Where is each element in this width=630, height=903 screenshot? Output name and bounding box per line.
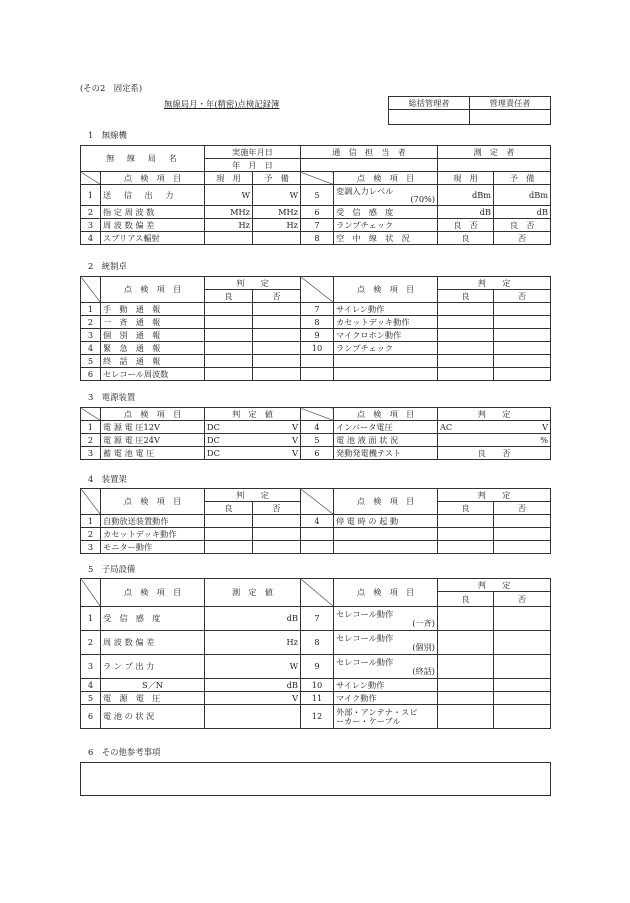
- item-label: 指 定 周 波 数: [101, 206, 205, 219]
- row-number: 8: [301, 232, 334, 245]
- check-cell[interactable]: [494, 541, 551, 554]
- check-cell[interactable]: [494, 355, 551, 368]
- col-item-header: 点 検 項 目: [101, 579, 205, 607]
- row-number: 5: [81, 355, 101, 368]
- check-cell[interactable]: [205, 541, 253, 554]
- check-cell[interactable]: [205, 342, 253, 355]
- col-bad-header: 否: [253, 290, 301, 303]
- col-item-header: 点 検 項 目: [101, 408, 205, 421]
- col-item-header: 点 検 項 目: [334, 489, 438, 515]
- item-label: 変調入力レベル (70%): [334, 185, 438, 206]
- col-spare-header: 予 備: [253, 172, 301, 185]
- item-label: セレコール動作 (一斉): [334, 607, 438, 631]
- item-label: モニター動作: [101, 541, 205, 554]
- form-title: 無線局月・年(精密)点検記録簿: [164, 99, 280, 109]
- item-label: 蓄 電 池 電 圧: [101, 447, 205, 460]
- value-cell[interactable]: V: [205, 692, 301, 705]
- value-cell[interactable]: 良: [438, 232, 494, 245]
- value-cell[interactable]: 良 否: [438, 447, 551, 460]
- measurer-label: 測 定 者: [438, 146, 551, 159]
- diagonal-cell: [81, 277, 101, 303]
- item-label: セレコール周波数: [101, 368, 205, 381]
- diagonal-cell: [81, 408, 101, 421]
- row-number: 4: [81, 232, 101, 245]
- item-label: [334, 368, 438, 381]
- diagonal-cell: [81, 579, 101, 607]
- item-label: 電 源 電 圧24V: [101, 434, 205, 447]
- col-bad-header: 否: [494, 502, 551, 515]
- col-value-header: 判 定 値: [205, 408, 301, 421]
- section-6-heading: 6 その他参考事項: [88, 747, 161, 757]
- table-row: [81, 434, 551, 447]
- check-cell[interactable]: [494, 515, 551, 528]
- col-judge-header: 判 定: [205, 489, 301, 502]
- section-2-heading: 2 統制卓: [88, 261, 127, 271]
- col-item-header: 点 検 項 目: [334, 408, 438, 421]
- check-cell[interactable]: [253, 303, 301, 316]
- row-number: 3: [81, 447, 101, 460]
- table-row: [81, 421, 551, 434]
- check-cell[interactable]: [438, 607, 494, 631]
- item-label: インバータ電圧: [334, 421, 438, 434]
- value-cell[interactable]: [205, 232, 253, 245]
- comm-operator-label: 通 信 担 当 者: [301, 146, 438, 159]
- row-number: [301, 528, 334, 541]
- table-row: [81, 206, 551, 219]
- row-number: 2: [81, 528, 101, 541]
- row-number: [301, 355, 334, 368]
- value-cell[interactable]: 良 否: [494, 219, 551, 232]
- col-current-header: 現 用: [438, 172, 494, 185]
- value-cell[interactable]: W: [205, 655, 301, 679]
- row-number: 12: [301, 705, 334, 729]
- row-number: 4: [301, 515, 334, 528]
- col-judge-header: 判 定: [205, 277, 301, 290]
- check-cell[interactable]: [205, 303, 253, 316]
- col-item-header: 点 検 項 目: [101, 172, 205, 185]
- value-cell[interactable]: dB: [494, 206, 551, 219]
- sub-station-table: [80, 578, 551, 729]
- check-cell[interactable]: [438, 368, 494, 381]
- radio-equipment-table: [80, 145, 551, 245]
- check-cell[interactable]: [253, 368, 301, 381]
- item-label: S／N: [101, 679, 205, 692]
- section-5-heading: 5 子局設備: [88, 564, 136, 574]
- col-good-header: 良: [438, 290, 494, 303]
- row-number: 6: [81, 705, 101, 729]
- table-row: [81, 342, 551, 355]
- row-number: 10: [301, 679, 334, 692]
- col-bad-header: 否: [253, 502, 301, 515]
- responsible-manager-cell[interactable]: [470, 110, 551, 125]
- check-cell[interactable]: [438, 541, 494, 554]
- row-number: 3: [81, 655, 101, 679]
- row-number: [301, 368, 334, 381]
- check-cell[interactable]: [205, 515, 253, 528]
- row-number: 3: [81, 541, 101, 554]
- row-number: 4: [81, 679, 101, 692]
- item-label: 周 波 数 偏 差: [101, 219, 205, 232]
- col-good-header: 良: [438, 502, 494, 515]
- item-label: 空 中 線 状 況: [334, 232, 438, 245]
- col-item-header: 点 検 項 目: [101, 277, 205, 303]
- value-cell[interactable]: dBm: [438, 185, 494, 206]
- check-cell[interactable]: [494, 705, 551, 729]
- item-label: 電 池 の 状 況: [101, 705, 205, 729]
- item-label: [334, 541, 438, 554]
- table-row: [81, 607, 551, 631]
- col-judge-header: 判 定: [438, 489, 551, 502]
- item-label: サイレン動作: [334, 303, 438, 316]
- table-row: [81, 185, 551, 206]
- col-good-header: 良: [438, 592, 494, 607]
- table-row: [81, 329, 551, 342]
- item-label: 発動発電機テスト: [334, 447, 438, 460]
- check-cell[interactable]: [494, 316, 551, 329]
- row-number: 5: [301, 434, 334, 447]
- row-number: 9: [301, 655, 334, 679]
- check-cell[interactable]: [438, 692, 494, 705]
- col-item-header: 点 検 項 目: [334, 172, 438, 185]
- item-label: 受 信 感 度: [334, 206, 438, 219]
- check-cell[interactable]: [438, 329, 494, 342]
- row-number: 2: [81, 631, 101, 655]
- date-field[interactable]: 年 月 日: [205, 159, 301, 172]
- item-label: 一 斉 通 報: [101, 316, 205, 329]
- check-cell[interactable]: [253, 515, 301, 528]
- control-console-table: [80, 276, 551, 381]
- item-label: マイク動作: [334, 692, 438, 705]
- value-cell[interactable]: [253, 232, 301, 245]
- row-number: 6: [301, 206, 334, 219]
- col-spare-header: 予 備: [494, 172, 551, 185]
- value-cell[interactable]: 否: [494, 232, 551, 245]
- value-cell[interactable]: Hz: [253, 219, 301, 232]
- general-manager-label: 総括管理者: [389, 97, 470, 110]
- value-cell[interactable]: Hz: [205, 631, 301, 655]
- check-cell[interactable]: [438, 355, 494, 368]
- check-cell[interactable]: [253, 316, 301, 329]
- col-value-header: 測 定 値: [205, 579, 301, 607]
- row-number: 4: [301, 421, 334, 434]
- general-manager-cell[interactable]: [389, 110, 470, 125]
- form-subtitle: (その2 固定系): [80, 83, 143, 93]
- col-item-header: 点 検 項 目: [101, 489, 205, 515]
- value-cell[interactable]: W: [253, 185, 301, 206]
- row-number: 3: [81, 329, 101, 342]
- check-cell[interactable]: [494, 303, 551, 316]
- diagonal-cell: [81, 172, 101, 185]
- item-label: カセットデッキ動作: [334, 316, 438, 329]
- value-cell[interactable]: dB: [438, 206, 494, 219]
- check-cell[interactable]: [494, 692, 551, 705]
- row-number: 3: [81, 219, 101, 232]
- col-judge-header: 判 定: [438, 277, 551, 290]
- table-row: [81, 219, 551, 232]
- item-label: 停 電 時 の 起 動: [334, 515, 438, 528]
- check-cell[interactable]: [494, 607, 551, 631]
- manager-signature-table: [388, 96, 551, 125]
- row-number: 1: [81, 607, 101, 631]
- table-row: [81, 528, 551, 541]
- row-number: 2: [81, 316, 101, 329]
- item-label: 電 源 電 圧12V: [101, 421, 205, 434]
- table-row: [81, 368, 551, 381]
- impl-date-label: 実施年月日: [205, 146, 301, 159]
- check-cell[interactable]: [253, 342, 301, 355]
- table-row: [81, 447, 551, 460]
- item-label: ランプチェック: [334, 219, 438, 232]
- check-cell[interactable]: [438, 705, 494, 729]
- row-number: 8: [301, 316, 334, 329]
- value-cell[interactable]: V: [253, 421, 301, 434]
- check-cell[interactable]: [494, 631, 551, 655]
- col-item-header: 点 検 項 目: [334, 277, 438, 303]
- diagonal-cell: [301, 579, 334, 607]
- item-label: 個 別 通 報: [101, 329, 205, 342]
- col-judge-header: 判 定: [438, 408, 551, 421]
- check-cell[interactable]: [205, 316, 253, 329]
- item-label: 受 信 感 度: [101, 607, 205, 631]
- check-cell[interactable]: [438, 342, 494, 355]
- row-number: 2: [81, 206, 101, 219]
- item-label: 手 動 通 報: [101, 303, 205, 316]
- value-cell[interactable]: dBm: [494, 185, 551, 206]
- row-number: 5: [301, 185, 334, 206]
- item-label: セレコール動作 (終話): [334, 655, 438, 679]
- comm-operator-field[interactable]: [301, 159, 438, 172]
- check-cell[interactable]: [205, 368, 253, 381]
- item-label: スプリアス輻射: [101, 232, 205, 245]
- item-label: 送 信 出 力: [101, 185, 205, 206]
- table-row: [81, 355, 551, 368]
- check-cell[interactable]: [494, 329, 551, 342]
- row-number: 10: [301, 342, 334, 355]
- value-cell[interactable]: [205, 705, 301, 729]
- table-row: [81, 705, 551, 729]
- section-4-heading: 4 装置架: [88, 474, 127, 484]
- diagonal-cell: [301, 277, 334, 303]
- row-number: 7: [301, 607, 334, 631]
- responsible-manager-label: 管理責任者: [470, 97, 551, 110]
- check-cell[interactable]: [438, 316, 494, 329]
- item-label: カセットデッキ動作: [101, 528, 205, 541]
- item-label: 電 池 液 面 状 況: [334, 434, 438, 447]
- item-label: [334, 355, 438, 368]
- power-supply-table: [80, 407, 551, 460]
- value-cell[interactable]: MHz: [205, 206, 253, 219]
- value-prefix: DC: [205, 447, 253, 460]
- row-number: [301, 541, 334, 554]
- value-cell[interactable]: V: [253, 447, 301, 460]
- check-cell[interactable]: [438, 631, 494, 655]
- table-row: [81, 303, 551, 316]
- row-number: 7: [301, 219, 334, 232]
- value-cell[interactable]: V: [253, 434, 301, 447]
- station-name-label: 無 線 局 名: [81, 146, 205, 172]
- value-cell[interactable]: Hz: [205, 219, 253, 232]
- check-cell[interactable]: [205, 355, 253, 368]
- diagonal-cell: [301, 172, 334, 185]
- value-cell[interactable]: dB: [205, 607, 301, 631]
- item-label: 外部・アンテナ・スピ ーカー・ケーブル: [334, 705, 438, 729]
- check-cell[interactable]: [494, 655, 551, 679]
- col-good-header: 良: [205, 502, 253, 515]
- check-cell[interactable]: [494, 528, 551, 541]
- value-cell[interactable]: dB: [205, 679, 301, 692]
- item-label: 電 源 電 圧: [101, 692, 205, 705]
- check-cell[interactable]: [253, 355, 301, 368]
- item-label: マイクロホン動作: [334, 329, 438, 342]
- check-cell[interactable]: [438, 515, 494, 528]
- row-number: 7: [301, 303, 334, 316]
- col-item-header: 点 検 項 目: [334, 579, 438, 607]
- measurer-field[interactable]: [438, 159, 551, 172]
- check-cell[interactable]: [253, 329, 301, 342]
- item-label: セレコール動作 (個別): [334, 631, 438, 655]
- diagonal-cell: [301, 408, 334, 421]
- col-good-header: 良: [205, 290, 253, 303]
- table-row: [81, 679, 551, 692]
- value-cell[interactable]: MHz: [253, 206, 301, 219]
- section-3-heading: 3 電源装置: [88, 392, 136, 402]
- row-number: 4: [81, 342, 101, 355]
- check-cell[interactable]: [438, 655, 494, 679]
- row-number: 1: [81, 515, 101, 528]
- value-prefix: [438, 434, 494, 447]
- col-bad-header: 否: [494, 290, 551, 303]
- value-cell[interactable]: V: [494, 421, 551, 434]
- value-cell[interactable]: 良 否: [438, 219, 494, 232]
- table-row: [81, 316, 551, 329]
- check-cell[interactable]: [253, 541, 301, 554]
- check-cell[interactable]: [494, 368, 551, 381]
- check-cell[interactable]: [494, 342, 551, 355]
- value-prefix: AC: [438, 421, 494, 434]
- remarks-box[interactable]: [80, 762, 551, 796]
- row-number: 9: [301, 329, 334, 342]
- item-label: 終 話 通 報: [101, 355, 205, 368]
- row-number: 11: [301, 692, 334, 705]
- item-label: ラ ン プ 出 力: [101, 655, 205, 679]
- check-cell[interactable]: [438, 528, 494, 541]
- row-number: 6: [81, 368, 101, 381]
- item-label: ランプチェック: [334, 342, 438, 355]
- col-current-header: 現 用: [205, 172, 253, 185]
- item-label: 自動放送装置動作: [101, 515, 205, 528]
- check-cell[interactable]: [494, 679, 551, 692]
- row-number: 5: [81, 692, 101, 705]
- row-number: 2: [81, 434, 101, 447]
- value-prefix: DC: [205, 434, 253, 447]
- item-label: 緊 急 通 報: [101, 342, 205, 355]
- item-label: 周 波 数 偏 差: [101, 631, 205, 655]
- value-cell[interactable]: %: [494, 434, 551, 447]
- diagonal-cell: [301, 489, 334, 515]
- table-row: [81, 232, 551, 245]
- table-row: [81, 515, 551, 528]
- check-cell[interactable]: [253, 528, 301, 541]
- check-cell[interactable]: [438, 679, 494, 692]
- section-1-heading: 1 無線機: [88, 130, 127, 140]
- check-cell[interactable]: [205, 329, 253, 342]
- table-row: [81, 541, 551, 554]
- col-bad-header: 否: [494, 592, 551, 607]
- item-label: [334, 528, 438, 541]
- table-row: [81, 692, 551, 705]
- table-row: [81, 655, 551, 679]
- check-cell[interactable]: [438, 303, 494, 316]
- value-prefix: DC: [205, 421, 253, 434]
- row-number: 1: [81, 185, 101, 206]
- row-number: 8: [301, 631, 334, 655]
- check-cell[interactable]: [205, 528, 253, 541]
- row-number: 1: [81, 303, 101, 316]
- diagonal-cell: [81, 489, 101, 515]
- item-label: サイレン動作: [334, 679, 438, 692]
- equipment-rack-table: [80, 488, 551, 554]
- row-number: 1: [81, 421, 101, 434]
- table-row: [81, 631, 551, 655]
- value-cell[interactable]: W: [205, 185, 253, 206]
- col-judge-header: 判 定: [438, 579, 551, 592]
- row-number: 6: [301, 447, 334, 460]
